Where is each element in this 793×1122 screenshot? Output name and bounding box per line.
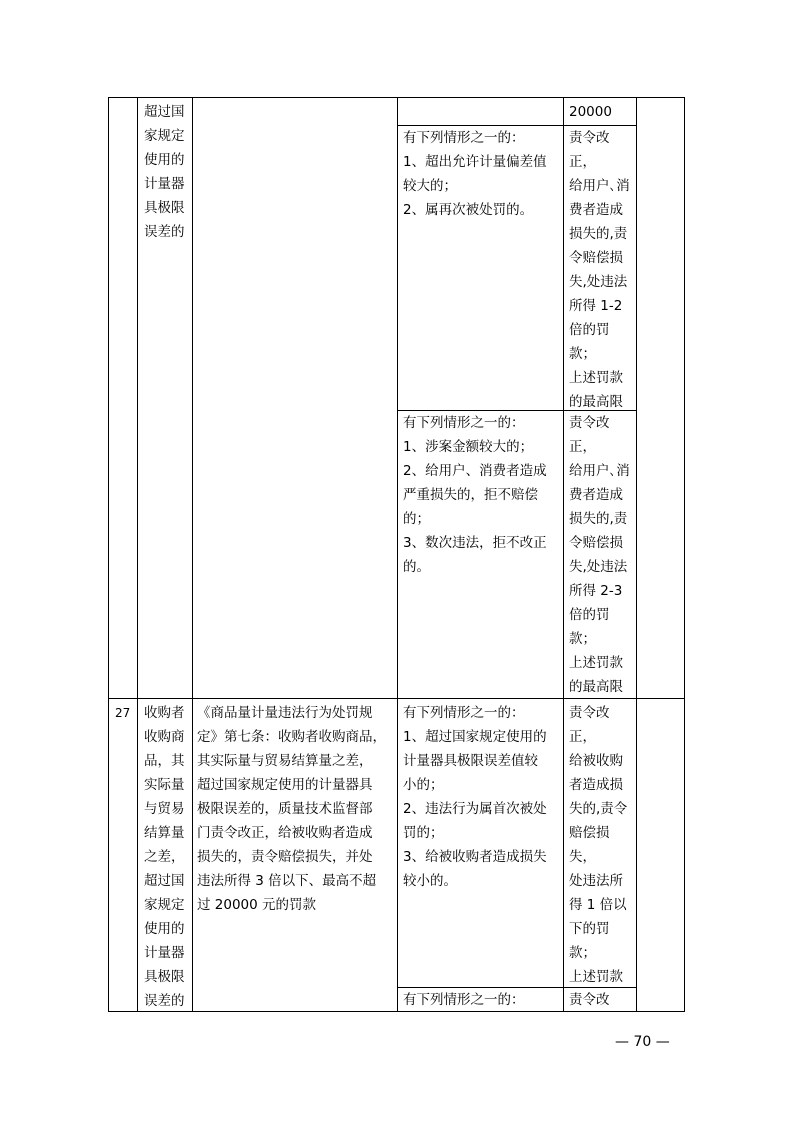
row-number-cell: 27 <box>108 698 138 1012</box>
penalty-cell: 责令改正， 给用户､消 费者造成 损失的,责 令赔偿损 失,处违法 所得 2-3 倍的罚款； 上述罚款 的最高限 <box>563 410 637 699</box>
legal-basis-cell <box>192 97 398 699</box>
legal-basis-cell: 《商品量计量违法行为处罚规 定》第七条：收购者收购商品， 其实际量与贸易结算量之差， 超过国家规定使用的计量器具 极限误差的，质量技术监督部 门责令改正，给被收购者造成 损失的，责令赔偿损失，并处 违法所得 3 倍以下、最高不超 过 20000 元的罚款 <box>192 698 398 1012</box>
penalty-cell: 责令改正， 给用户､消 费者造成 损失的,责 令赔偿损 失,处违法 所得 1-2 倍的罚款； 上述罚款 的最高限 <box>563 125 637 411</box>
note-cell <box>636 97 685 699</box>
note-cell <box>636 698 685 1012</box>
page-number: — 70 — <box>615 1034 670 1050</box>
circumstance-cell: 有下列情形之一的： <box>397 987 564 1012</box>
circumstance-cell: 有下列情形之一的： 1、超过国家规定使用的 计量器具极限误差值较 小的； 2、违法行为属首次被处 罚的； 3、给被收购者造成损失 较小的。 <box>397 698 564 988</box>
penalty-cell: 20000 <box>563 97 637 126</box>
penalty-cell: 责令改 <box>563 987 637 1012</box>
penalty-cell: 责令改正， 给被收购 者造成损 失的,责令 赔偿损失， 处违法所 得 1 倍以 下的罚款； 上述罚款 <box>563 698 637 988</box>
violation-cell: 超过国 家规定 使用的 计量器 具极限 误差的 <box>137 97 193 699</box>
circumstance-cell <box>397 97 564 126</box>
violation-cell: 收购者 收购商 品，其 实际量 与贸易 结算量 之差， 超过国 家规定 使用的 计量器 具极限 误差的 <box>137 698 193 1012</box>
circumstance-cell: 有下列情形之一的： 1、涉案金额较大的； 2、给用户、消费者造成 严重损失的，拒不赔偿 的； 3、数次违法，拒不改正 的。 <box>397 410 564 699</box>
row-number-cell <box>108 97 138 699</box>
circumstance-cell: 有下列情形之一的： 1、超出允许计量偏差值 较大的； 2、属再次被处罚的。 <box>397 125 564 411</box>
